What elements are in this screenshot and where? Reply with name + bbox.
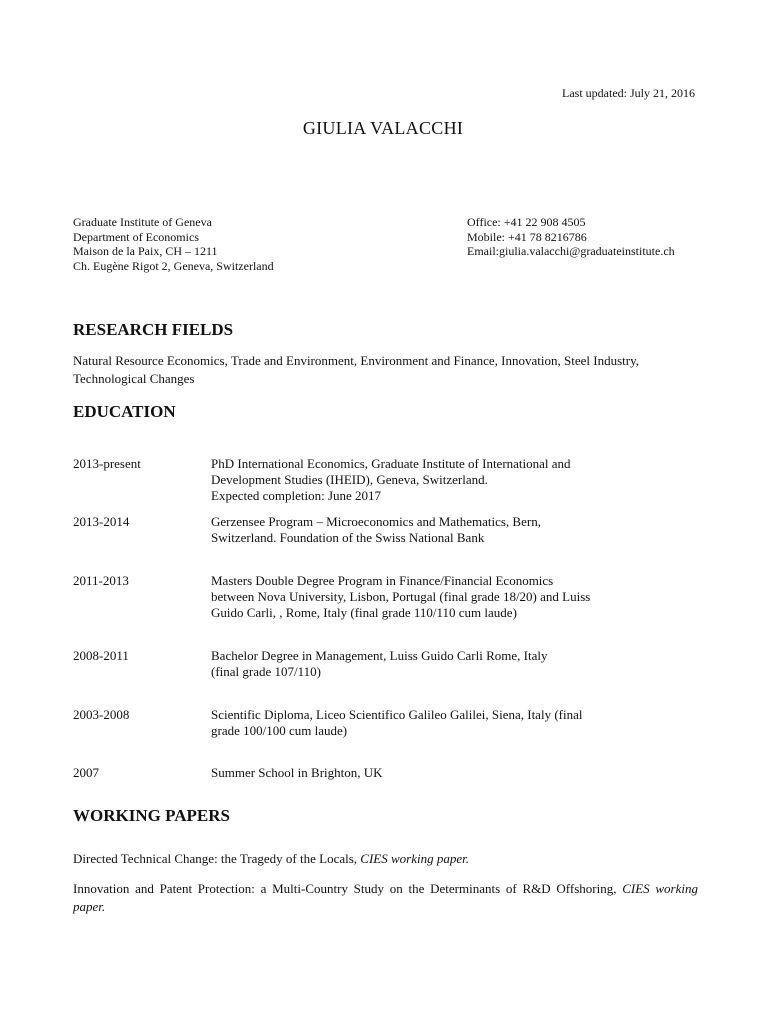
research-fields-text (73, 352, 698, 388)
mobile-phone: Mobile: +41 78 8216786 (467, 229, 587, 244)
education-line: between Nova University, Lisbon, Portugal (final grade 18/20) and Luiss (211, 589, 591, 604)
education-year: 2011-2013 (73, 573, 129, 588)
education-line: Guido Carli, , Rome, Italy (final grade 110/110 cum laude) (211, 605, 517, 620)
education-line: PhD International Economics, Graduate Institute of International and (211, 456, 571, 471)
education-year: 2008-2011 (73, 648, 129, 663)
education-description (211, 648, 691, 680)
contact-block (467, 215, 675, 259)
education-description (211, 573, 691, 621)
address-line: Maison de la Paix, CH – 1211 (73, 244, 218, 258)
working-paper-venue: CIES working paper. (73, 881, 698, 914)
education-line: Bachelor Degree in Management, Luiss Guido Carli Rome, Italy (211, 648, 548, 663)
education-line: Gerzensee Program – Microeconomics and Mathematics, Bern, (211, 514, 541, 529)
address-line: Ch. Eugène Rigot 2, Geneva, Switzerland (73, 258, 274, 273)
cv-name-text: GIULIA VALACCHI (302, 118, 464, 138)
education-description (211, 765, 691, 781)
cv-name (0, 118, 768, 139)
working-paper-item (73, 880, 698, 916)
education-line: Switzerland. Foundation of the Swiss National Bank (211, 530, 485, 545)
working-paper-title: Directed Technical Change: the Tragedy of the Locals, (73, 851, 361, 866)
education-line: Masters Double Degree Program in Finance/Financial Economics (211, 573, 554, 588)
education-line: Development Studies (IHEID), Geneva, Switzerland. (211, 472, 488, 487)
address-line: Graduate Institute of Geneva (73, 215, 212, 229)
working-paper-item (73, 850, 698, 868)
education-line: Expected completion: June 2017 (211, 488, 382, 503)
education-line: Scientific Diploma, Liceo Scientifico Galileo Galilei, Siena, Italy (final (211, 707, 583, 722)
education-description (211, 707, 691, 739)
working-paper-title: Innovation and Patent Protection: a Multi-Country Study on the Determinants of R&D Offshoring, (73, 881, 623, 896)
research-fields-line: Technological Changes (73, 371, 195, 386)
education-description (211, 514, 691, 546)
research-fields-heading: RESEARCH FIELDS (73, 320, 234, 339)
office-phone: Office: +41 22 908 4505 (467, 215, 586, 229)
address-block (73, 215, 274, 273)
education-year: 2013-present (73, 456, 141, 471)
education-line: Summer School in Brighton, UK (211, 765, 383, 780)
working-paper-venue: CIES working paper. (360, 851, 469, 866)
education-year: 2007 (73, 765, 99, 780)
education-line: (final grade 107/110) (211, 664, 321, 679)
email-link[interactable]: Email:giulia.valacchi@graduateinstitute.ch (467, 244, 675, 258)
education-year: 2013-2014 (73, 514, 130, 529)
education-line: grade 100/100 cum laude) (211, 723, 348, 738)
education-year: 2003-2008 (73, 707, 130, 722)
education-heading: EDUCATION (73, 402, 176, 421)
research-fields-line: Natural Resource Economics, Trade and Environment, Environment and Finance, Innovation, Steel Industry, (73, 353, 639, 368)
working-papers-heading: WORKING PAPERS (73, 806, 230, 825)
last-updated: Last updated: July 21, 2016 (562, 86, 695, 100)
address-line: Department of Economics (73, 229, 199, 244)
education-description (211, 456, 691, 504)
